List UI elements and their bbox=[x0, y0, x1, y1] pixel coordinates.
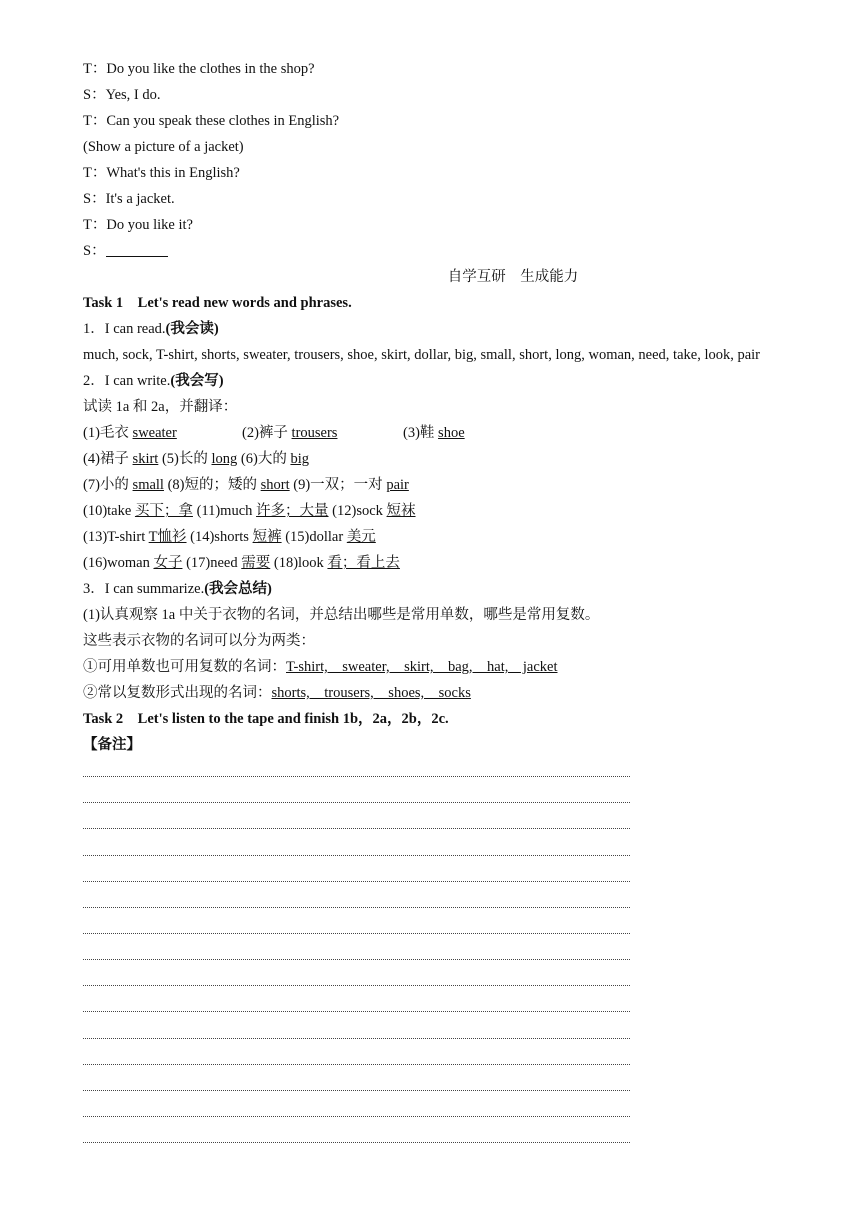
note-line[interactable] bbox=[83, 855, 630, 856]
note-line[interactable] bbox=[83, 985, 630, 986]
write-heading: 2．I can write.(我会写) bbox=[83, 373, 224, 389]
note-line[interactable] bbox=[83, 828, 630, 829]
note-line[interactable] bbox=[83, 1011, 630, 1012]
vocab-item: (7)小的 small bbox=[83, 477, 164, 493]
vocab-row bbox=[83, 446, 823, 472]
category-one: ①可用单数也可用复数的名词：T-shirt, sweater, skirt, bag, hat, jacket bbox=[83, 659, 558, 675]
vocab-item: (15)dollar 美元 bbox=[285, 529, 376, 545]
note-line[interactable] bbox=[83, 907, 630, 908]
note-line[interactable] bbox=[83, 1116, 630, 1117]
summarize-question: (1)认真观察 1a 中关于衣物的名词，并总结出哪些是常用单数，哪些是常用复数。 bbox=[83, 607, 600, 623]
vocab-item: (1)毛衣 sweater bbox=[83, 425, 177, 441]
dialogue-line: S： bbox=[83, 238, 823, 264]
vocab-row bbox=[83, 472, 823, 498]
note-line[interactable] bbox=[83, 881, 630, 882]
vocab-item: (5)长的 long bbox=[161, 451, 238, 467]
stage-direction: (Show a picture of a jacket) bbox=[83, 139, 244, 155]
section-heading: 自学互研 生成能力 bbox=[447, 269, 579, 285]
category-two: ②常以复数形式出现的名词：shorts, trousers, shoes, socks bbox=[83, 685, 471, 701]
summarize-heading: 3．I can summarize.(我会总结) bbox=[83, 581, 272, 597]
note-line[interactable] bbox=[83, 802, 630, 803]
vocab-item: (2)裤子 trousers bbox=[242, 425, 338, 441]
vocab-item: (6)大的 big bbox=[240, 451, 309, 467]
vocab-item: (11)much 许多；大量 bbox=[196, 503, 329, 519]
vocab-item: (13)T-shirt T恤衫 bbox=[83, 529, 187, 545]
dialogue-line: T：Do you like it? bbox=[83, 217, 193, 233]
vocab-item: (10)take 买下；拿 bbox=[83, 503, 193, 519]
vocab-item: (16)woman 女子 bbox=[83, 555, 183, 571]
answer-blank[interactable] bbox=[106, 240, 168, 257]
vocab-row bbox=[83, 550, 823, 576]
vocab-item: (9)一双；一对 pair bbox=[293, 477, 409, 493]
note-line[interactable] bbox=[83, 776, 630, 777]
dialogue-line: T：Do you like the clothes in the shop? bbox=[83, 61, 315, 77]
note-line[interactable] bbox=[83, 933, 630, 934]
vocab-row bbox=[83, 420, 823, 446]
vocab-item: (14)shorts 短裤 bbox=[190, 529, 282, 545]
vocab-item: (18)look 看；看上去 bbox=[273, 555, 400, 571]
dialogue-line: T：Can you speak these clothes in English? bbox=[83, 113, 340, 129]
note-line[interactable] bbox=[83, 1064, 630, 1065]
dialogue-line: S：It's a jacket. bbox=[83, 191, 175, 207]
dialogue-line: T：What's this in English? bbox=[83, 165, 240, 181]
vocab-item: (4)裙子 skirt bbox=[83, 451, 159, 467]
summarize-question-2: 这些表示衣物的名词可以分为两类： bbox=[83, 633, 315, 649]
notes-label: 【备注】 bbox=[83, 737, 141, 753]
write-instruction: 试读 1a 和 2a，并翻译： bbox=[83, 399, 238, 415]
note-line[interactable] bbox=[83, 1038, 630, 1039]
vocab-item: (12)sock 短袜 bbox=[332, 503, 416, 519]
worksheet-page bbox=[83, 56, 823, 758]
vocab-item: (8)短的；矮的 short bbox=[167, 477, 290, 493]
note-line[interactable] bbox=[83, 1142, 630, 1143]
note-line[interactable] bbox=[83, 1090, 630, 1091]
task2-title: Task 2 Let's listen to the tape and finish 1b，2a，2b，2c. bbox=[83, 711, 449, 727]
vocab-item: (3)鞋 shoe bbox=[403, 425, 465, 441]
note-line[interactable] bbox=[83, 959, 630, 960]
word-list: much, sock, T-shirt, shorts, sweater, trousers, shoe, skirt, dollar, big, small, short, long, woman, need, take, look, pair bbox=[83, 347, 761, 363]
vocab-row bbox=[83, 524, 823, 550]
vocab-item: (17)need 需要 bbox=[186, 555, 271, 571]
read-heading: 1．I can read.(我会读) bbox=[83, 321, 219, 337]
vocab-row bbox=[83, 498, 823, 524]
dialogue-line: S：Yes, I do. bbox=[83, 87, 161, 103]
task1-title: Task 1 Let's read new words and phrases. bbox=[83, 295, 352, 311]
